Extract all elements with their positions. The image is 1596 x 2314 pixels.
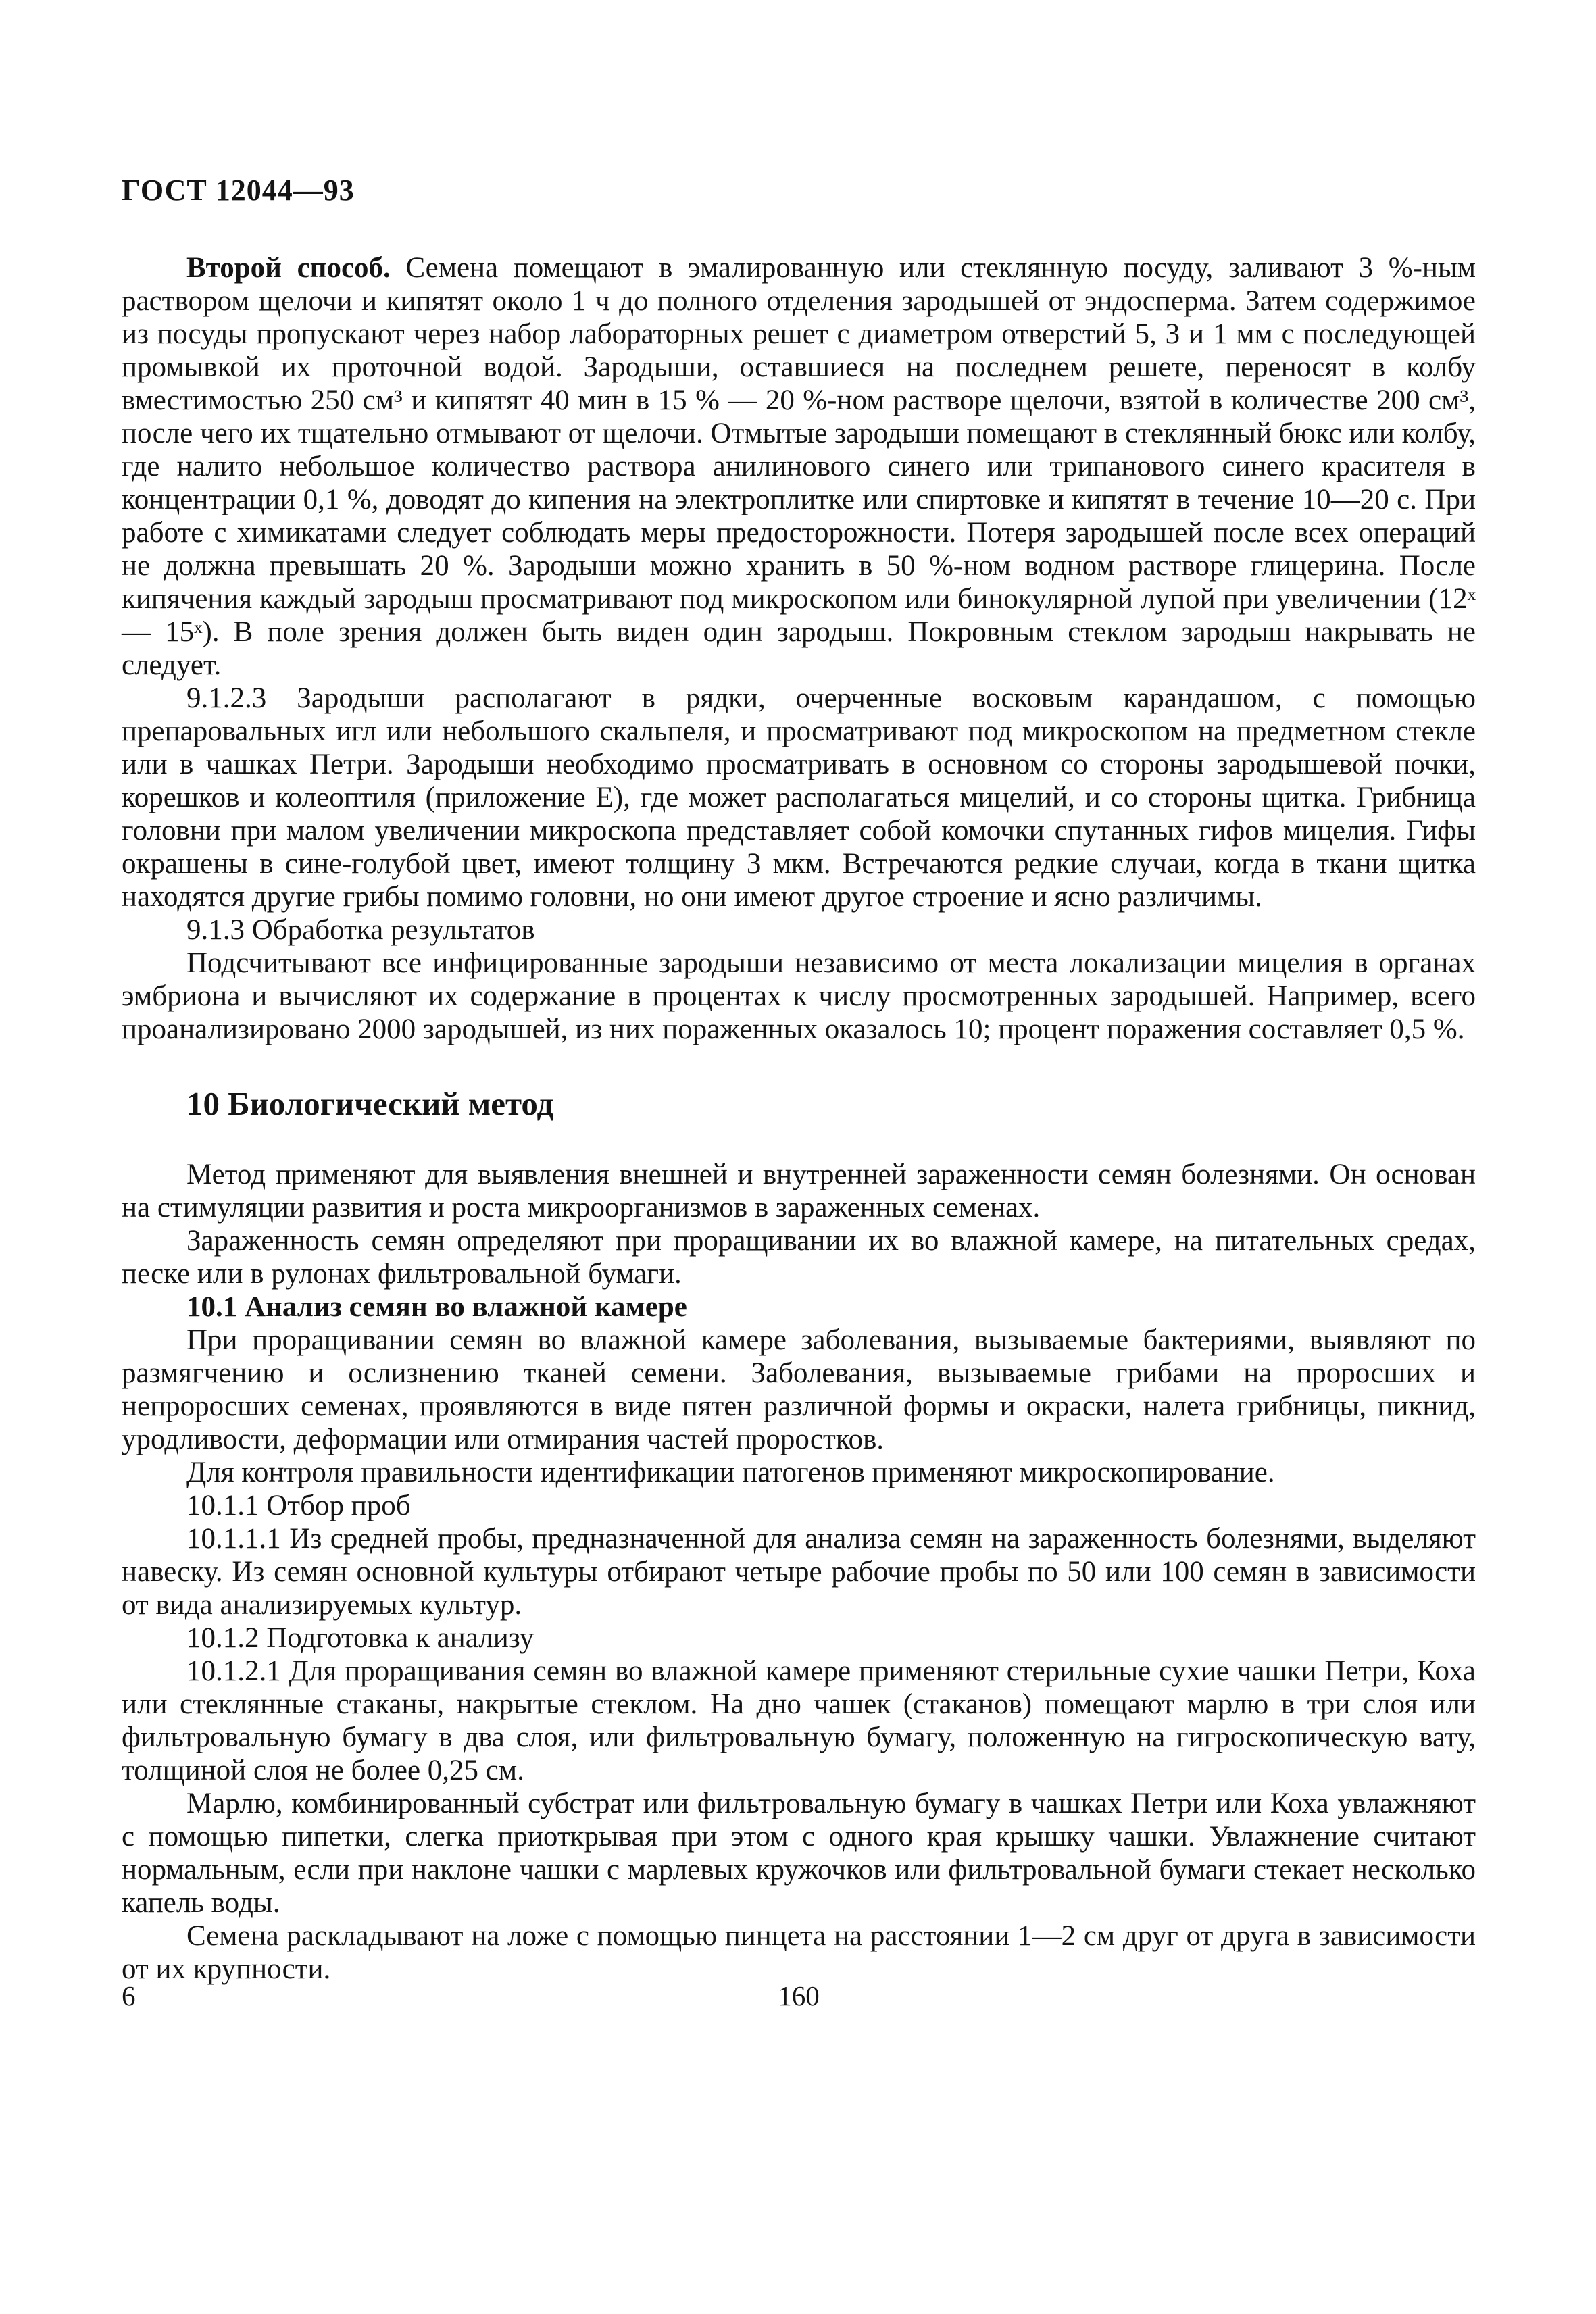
paragraph-10-1-1: 10.1.1 Отбор проб: [186, 1490, 411, 1521]
paragraph-method-purpose: Метод применяют для выявления внешней и внутренней зараженности семян болезнями. Он основан на стимуляции развития и роста микроорганизмов в зараженных семенах.: [122, 1159, 1476, 1224]
paragraph-10-1-2: 10.1.2 Подготовка к анализу: [186, 1622, 534, 1654]
footer-center-number: 160: [778, 1980, 820, 2011]
paragraph-text: Семена помещают в эмалированную или стеклянную посуду, заливают 3 %-ным раствором щелочи и кипятят около 1 ч до полного отделения зародышей от эндосперма. Затем содержимое из посуды пропускают через набор лабораторных решет с диаметром отверстий 5, 3 и 1 мм с последующей промывкой их проточной водой. Зародыши, оставшиеся на последнем решете, переносят в колбу вместимостью 250 см³ и кипятят 40 мин в 15 % — 20 %-ном растворе щелочи, взятой в количестве 200 см³, после чего их тщательно отмывают от щелочи. Отмытые зародыши помещают в стеклянный бюкс или колбу, где налито небольшое количество раствора анилинового синего или трипанового синего красителя в концентрации 0,1 %, доводят до кипения на электроплитке или спиртовке и кипятят в течение 10—20 с. При работе с химикатами следует соблюдать меры предосторожности. Потеря зародышей после всех операций не должна превышать 20 %. Зародыши можно хранить в 50 %-ном водном растворе глицерина. После кипячения каждый зародыш просматривают под микроскопом или бинокулярной лупой при увеличении (12ˣ — 15ˣ). В поле зрения должен быть виден один зародыш. Покровным стеклом зародыш накрывать не следует.: [122, 252, 1476, 681]
paragraph-9-1-2-3: 9.1.2.3 Зародыши располагают в рядки, очерченные восковым карандашом, с помощью препаровальных игл или небольшого скальпеля, и просматривают под микроскопом на предметном стекле или в чашках Петри. Зародыши необходимо просматривать в основном со стороны зародышевой почки, корешков и колеоптиля (приложение Е), где может располагаться мицелий, и со стороны щитка. Грибница головни при малом увеличении микроскопа представляет собой комочки спутанных гифов мицелия. Гифы окрашены в сине-голубой цвет, имеют толщину 3 мкм. Встречаются редкие случаи, когда в ткани щитка находятся другие грибы помимо головни, но они имеют другое строение и ясно различимы.: [122, 682, 1476, 913]
document-content: [122, 174, 1476, 1986]
doc-number-header: ГОСТ 12044—93: [122, 174, 355, 207]
paragraph-second-method: [122, 251, 1476, 682]
paragraph-10-1-1-1: 10.1.1.1 Из средней пробы, предназначенной для анализа семян на зараженность болезнями, выделяют навеску. Из семян основной культуры отбирают четыре рабочие пробы по 50 или 100 семян в зависимости от вида анализируемых культур.: [122, 1523, 1476, 1621]
paragraph-10-1-2-1: 10.1.2.1 Для проращивания семян во влажной камере применяют стерильные сухие чашки Петри, Коха или стеклянные стаканы, накрытые стеклом. На дно чашек (стаканов) помещают марлю в три слоя или фильтровальную бумагу в два слоя, или фильтровальную бумагу, положенную на гигроскопическую вату, толщиной слоя не более 0,25 см.: [122, 1655, 1476, 1786]
footer-page-number: 6: [122, 1980, 136, 2011]
paragraph-humid-chamber-diseases: При проращивании семян во влажной камере заболевания, вызываемые бактериями, выявляют по размягчению и ослизнению тканей семени. Заболевания, вызываемые грибами на проросших и непроросших семенах, проявляются в виде пятен различной формы и окраски, налета грибницы, пикнид, уродливости, деформации или отмирания частей проростков.: [122, 1324, 1476, 1455]
paragraph-9-1-3: 9.1.3 Обработка результатов: [186, 914, 535, 946]
paragraph-moistening: Марлю, комбинированный субстрат или фильтровальную бумагу в чашках Петри или Коха увлажняют с помощью пипетки, слегка приоткрывая при этом с одного края крышку чашки. Увлажнение считают нормальным, если при наклоне чашки с марлевых кружочков или фильтровальной бумаги стекает несколько капель воды.: [122, 1788, 1476, 1919]
paragraph-infection-determination: Зараженность семян определяют при проращивании их во влажной камере, на питательных средах, песке или в рулонах фильтровальной бумаги.: [122, 1225, 1476, 1290]
paragraph-microscopy-control: Для контроля правильности идентификации патогенов применяют микроскопирование.: [186, 1457, 1275, 1488]
section-heading-biological-method: 10 Биологический метод: [186, 1085, 554, 1122]
paragraph-bold-lead: Второй способ.: [186, 252, 406, 284]
subheading-10-1: 10.1 Анализ семян во влажной камере: [186, 1291, 687, 1323]
paragraph-seed-placement: Семена раскладывают на ложе с помощью пинцета на расстоянии 1—2 см друг от друга в зависимости от их крупности.: [122, 1920, 1476, 1985]
paragraph-results-processing: Подсчитывают все инфицированные зародыши независимо от места локализации мицелия в органах эмбриона и вычисляют их содержание в процентах к числу просмотренных зародышей. Например, всего проанализировано 2000 зародышей, из них пораженных оказалось 10; процент поражения составляет 0,5 %.: [122, 947, 1476, 1045]
page-footer: [122, 1978, 1476, 2013]
